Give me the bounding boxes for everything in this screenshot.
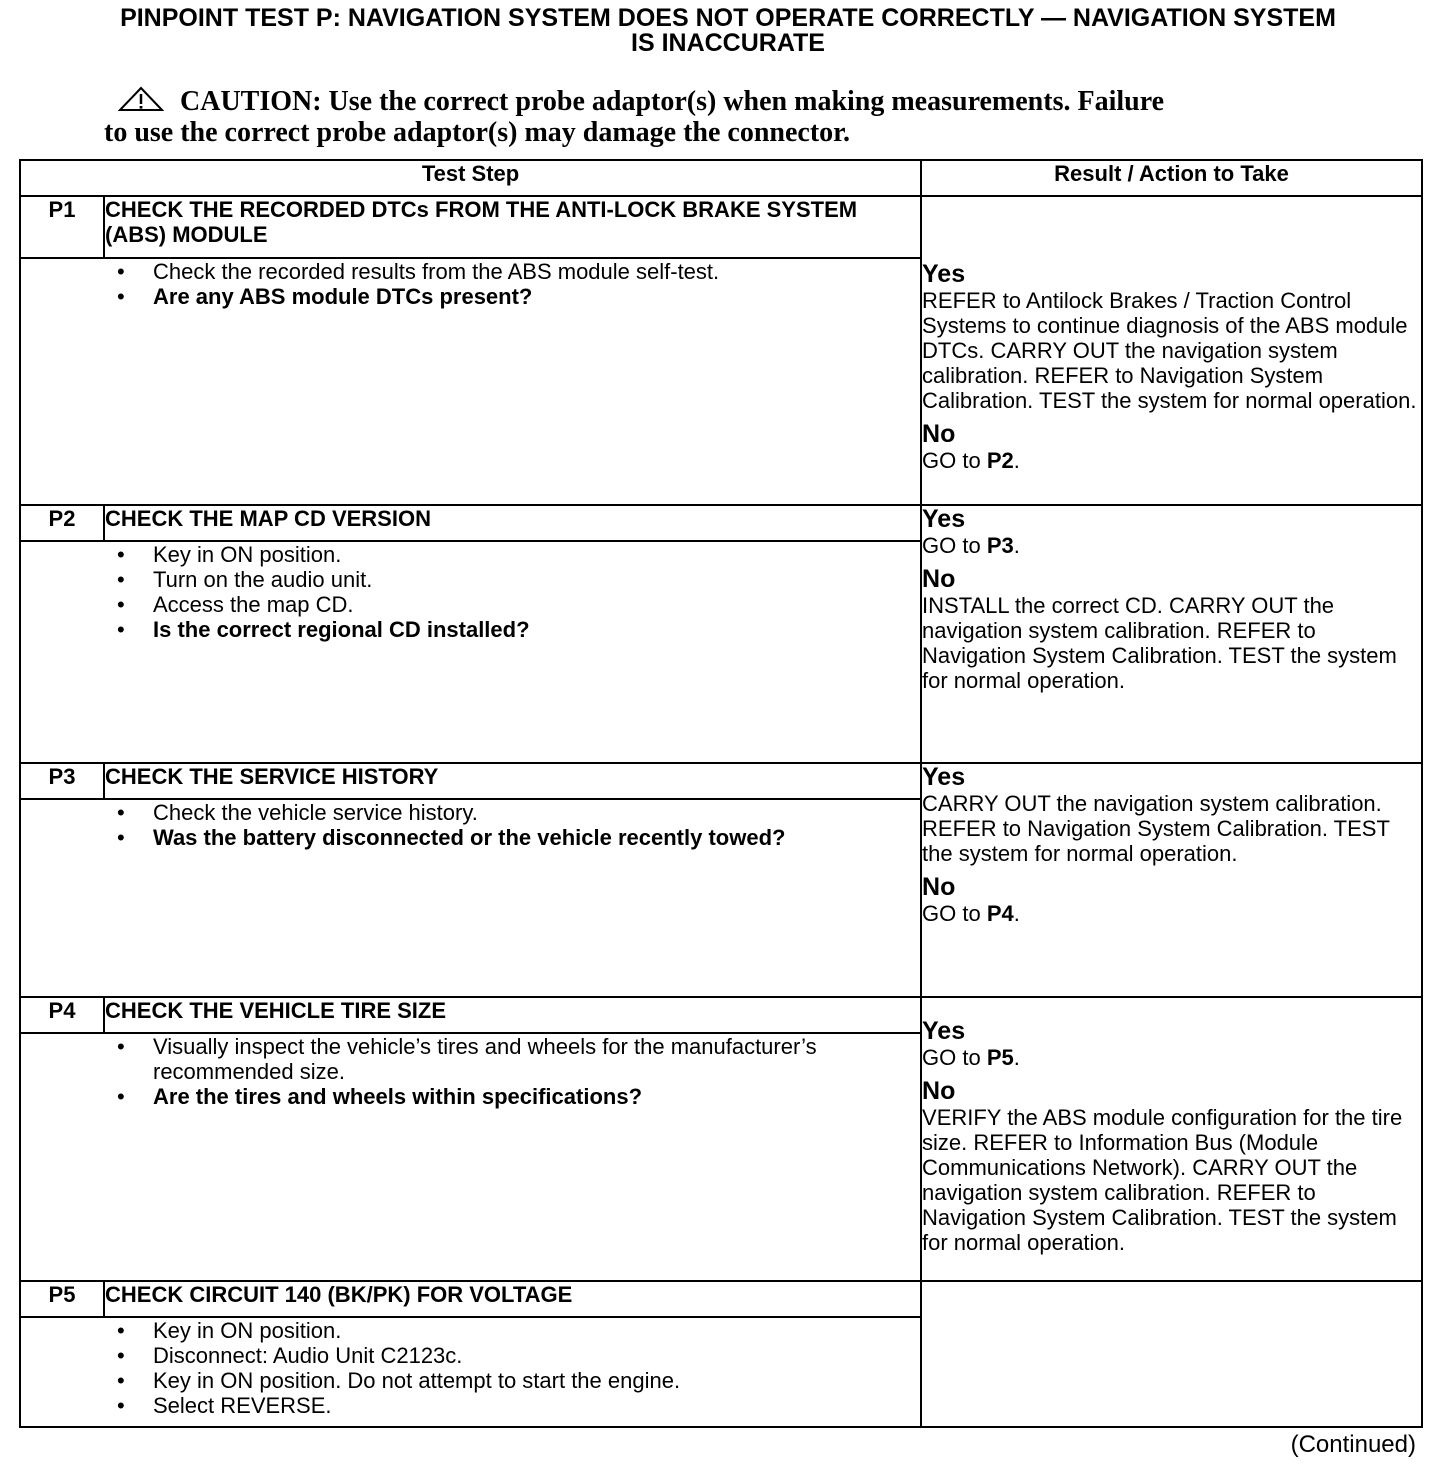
no-action: INSTALL the correct CD. CARRY OUT the navigation system calibration. REFER to Navigation System Calibration. TEST the system for normal operation. (922, 593, 1397, 693)
no-action: VERIFY the ABS module configuration for the tire size. REFER to Information Bus (Module Communications Network). CARRY OUT the navigation system calibration. REFER to Navigation System Calibration. TEST the system for normal operation. (922, 1105, 1403, 1255)
page-title-line-1: PINPOINT TEST P: NAVIGATION SYSTEM DOES NOT OPERATE CORRECTLY — NAVIGATION SYSTEM (120, 4, 1336, 32)
step-p3-result (921, 763, 1422, 997)
caution-notice (104, 86, 1364, 148)
list-item: • Check the vehicle service history. (21, 800, 920, 825)
step-id: P3 (20, 763, 104, 799)
list-item: • Check the recorded results from the ABS module self-test. (21, 259, 920, 284)
caution-line-1: CAUTION: Use the correct probe adaptor(s) when making measurements. Failure (180, 86, 1165, 117)
yes-action: CARRY OUT the navigation system calibration. REFER to Navigation System Calibration. TEST the system for normal operation. (922, 791, 1390, 866)
table-header-row (20, 160, 1422, 196)
step-p5-result (921, 1281, 1422, 1427)
step-question: • Was the battery disconnected or the vehicle recently towed? (21, 825, 920, 850)
list-item: • Disconnect: Audio Unit C2123c. (21, 1343, 920, 1368)
step-body (20, 1033, 921, 1281)
step-question: • Are any ABS module DTCs present? (21, 284, 920, 309)
step-p1-result (921, 196, 1422, 505)
no-label: No (922, 873, 956, 901)
page-title (0, 6, 1456, 56)
step-p4-title-row (20, 997, 1422, 1033)
step-title: CHECK THE RECORDED DTCs FROM THE ANTI-LOCK BRAKE SYSTEM (ABS) MODULE (104, 196, 921, 258)
step-id: P5 (20, 1281, 104, 1317)
step-id: P4 (20, 997, 104, 1033)
step-title: CHECK THE SERVICE HISTORY (104, 763, 921, 799)
header-result-action: Result / Action to Take (921, 160, 1422, 196)
no-label: No (922, 565, 956, 593)
no-label: No (922, 420, 956, 448)
list-item: • Access the map CD. (21, 592, 920, 617)
step-p4-result (921, 997, 1422, 1281)
step-body (20, 258, 921, 505)
step-title: CHECK THE VEHICLE TIRE SIZE (104, 997, 921, 1033)
step-body (20, 541, 921, 763)
list-item: • Key in ON position. Do not attempt to start the engine. (21, 1368, 920, 1393)
step-question: • Are the tires and wheels within specifications? (21, 1084, 920, 1109)
no-action: GO to P2. (922, 448, 1020, 473)
list-item: • Key in ON position. (21, 542, 920, 567)
yes-label: Yes (922, 260, 966, 288)
goto-link: P2 (986, 448, 1014, 473)
list-item: • Visually inspect the vehicle’s tires and wheels for the manufacturer’s recommended size. (21, 1034, 920, 1084)
step-p1-title-row (20, 196, 1422, 258)
step-p2-title-row (20, 505, 1422, 541)
goto-link: P4 (986, 901, 1014, 926)
step-body (20, 799, 921, 997)
goto-link: P5 (986, 1045, 1014, 1070)
step-question: • Is the correct regional CD installed? (21, 617, 920, 642)
yes-action: REFER to Antilock Brakes / Traction Control Systems to continue diagnosis of the ABS module DTCs. CARRY OUT the navigation system calibration. REFER to Navigation System Calibration. TEST the system for normal operation. (922, 288, 1417, 413)
list-item: • Key in ON position. (21, 1318, 920, 1343)
warning-triangle-icon (118, 86, 164, 112)
page-title-line-2: IS INACCURATE (631, 29, 825, 57)
caution-line-2: to use the correct probe adaptor(s) may damage the connector. (104, 117, 851, 148)
yes-action: GO to P3. (922, 533, 1020, 558)
header-test-step: Test Step (20, 160, 921, 196)
continued-label: (Continued) (1290, 1431, 1416, 1458)
list-item: • Turn on the audio unit. (21, 567, 920, 592)
step-p2-result (921, 505, 1422, 763)
step-id: P2 (20, 505, 104, 541)
no-label: No (922, 1077, 956, 1105)
yes-label: Yes (922, 1017, 966, 1045)
step-title: CHECK THE MAP CD VERSION (104, 505, 921, 541)
goto-link: P3 (986, 533, 1014, 558)
list-item: • Select REVERSE. (21, 1393, 920, 1418)
yes-label: Yes (922, 505, 966, 533)
step-body (20, 1317, 921, 1427)
step-p5-title-row (20, 1281, 1422, 1317)
no-action: GO to P4. (922, 901, 1020, 926)
pinpoint-test-table (19, 159, 1423, 1428)
yes-action: GO to P5. (922, 1045, 1020, 1070)
yes-label: Yes (922, 763, 966, 791)
step-title: CHECK CIRCUIT 140 (BK/PK) FOR VOLTAGE (104, 1281, 921, 1317)
step-id: P1 (20, 196, 104, 258)
step-p3-title-row (20, 763, 1422, 799)
